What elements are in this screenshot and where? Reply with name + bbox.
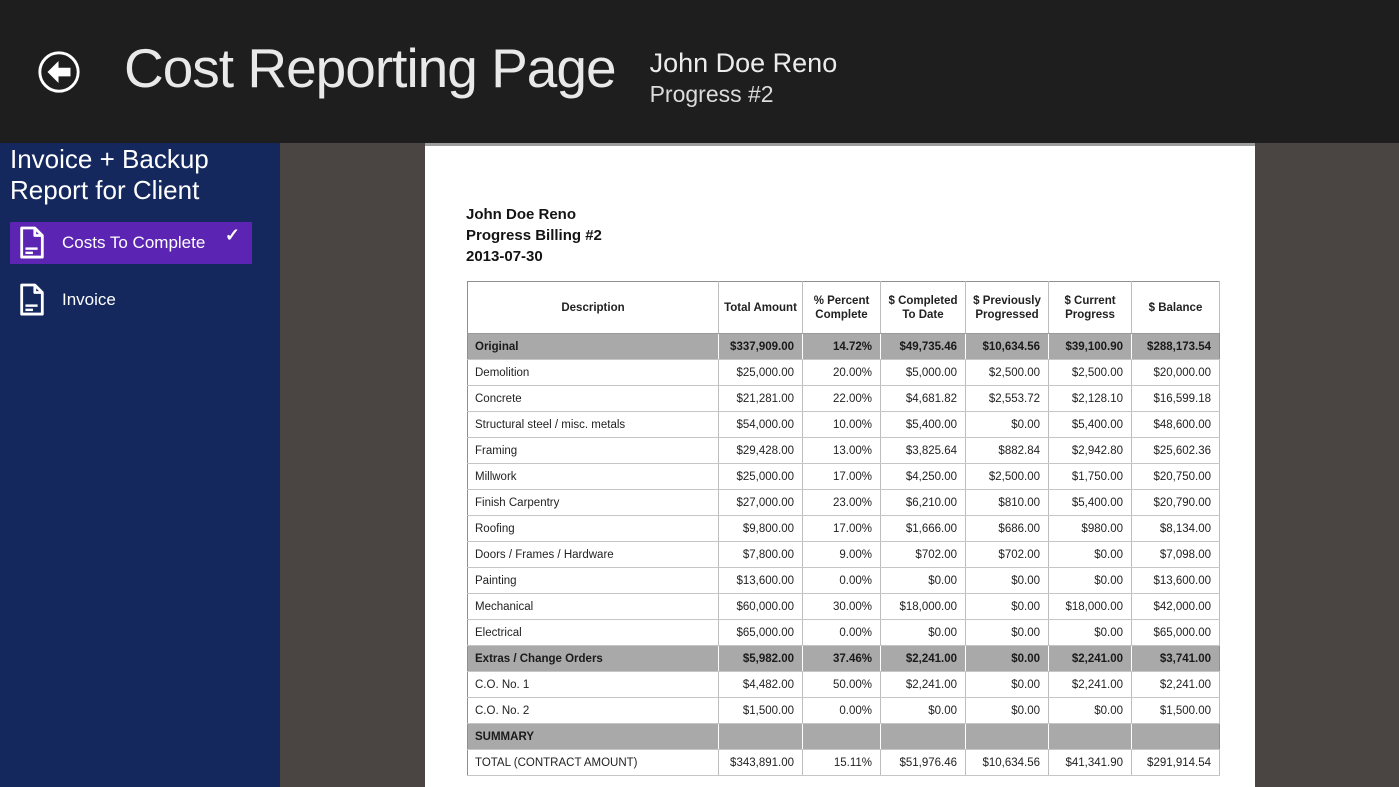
table-cell: $5,000.00 [881,360,966,386]
table-cell: 50.00% [803,672,881,698]
table-cell: $0.00 [966,412,1049,438]
table-cell: $20,790.00 [1132,490,1220,516]
client-name: John Doe Reno [649,47,838,78]
table-cell: $0.00 [966,620,1049,646]
table-cell: $2,500.00 [1049,360,1132,386]
table-cell: $291,914.54 [1132,750,1220,776]
table-cell: $686.00 [966,516,1049,542]
table-cell: $0.00 [966,646,1049,672]
table-cell: Concrete [468,386,719,412]
table-row [468,386,1220,412]
table-cell: 0.00% [803,698,881,724]
table-cell: 0.00% [803,620,881,646]
table-cell [881,724,966,750]
table-cell: 17.00% [803,516,881,542]
table-cell: $0.00 [1049,568,1132,594]
table-cell [803,724,881,750]
table-cell: C.O. No. 1 [468,672,719,698]
table-cell: Extras / Change Orders [468,646,719,672]
table-cell: $0.00 [1049,620,1132,646]
table-cell: $0.00 [881,620,966,646]
table-cell: $337,909.00 [719,334,803,360]
document-icon [17,283,47,317]
table-header-row [468,282,1220,334]
table-cell: SUMMARY [468,724,719,750]
table-row [468,568,1220,594]
table-cell: 23.00% [803,490,881,516]
table-cell [1132,724,1220,750]
table-cell: $1,666.00 [881,516,966,542]
table-cell: $41,341.90 [1049,750,1132,776]
table-cell: Structural steel / misc. metals [468,412,719,438]
table-cell: Finish Carpentry [468,490,719,516]
table-cell: $4,250.00 [881,464,966,490]
table-cell: $51,976.46 [881,750,966,776]
table-cell: $20,000.00 [1132,360,1220,386]
report-date: 2013-07-30 [466,248,543,265]
table-cell: $20,750.00 [1132,464,1220,490]
table-row [468,516,1220,542]
column-header: $ Completed To Date [881,282,966,334]
table-cell: C.O. No. 2 [468,698,719,724]
sidebar-item-label: Invoice [62,290,116,309]
table-cell: 30.00% [803,594,881,620]
billing-label: Progress #2 [649,80,774,107]
table-cell: 22.00% [803,386,881,412]
report-preview-area [280,143,1399,787]
table-cell: $702.00 [966,542,1049,568]
column-header: Description [468,282,719,334]
table-cell: 9.00% [803,542,881,568]
table-cell: 20.00% [803,360,881,386]
sidebar-item-invoice[interactable] [10,279,252,321]
sidebar-item-label: Costs To Complete [62,233,206,252]
table-cell: 15.11% [803,750,881,776]
table-row [468,412,1220,438]
table-cell: $5,982.00 [719,646,803,672]
table-cell: $60,000.00 [719,594,803,620]
column-header: Total Amount [719,282,803,334]
table-cell: $2,241.00 [1132,672,1220,698]
table-cell: Roofing [468,516,719,542]
table-cell: $42,000.00 [1132,594,1220,620]
cost-table-body [468,334,1220,776]
section-row [468,334,1220,360]
page-title: Cost Reporting Page [124,37,616,100]
app-bar [0,0,1399,143]
table-row [468,490,1220,516]
table-cell: Original [468,334,719,360]
table-cell: $882.84 [966,438,1049,464]
sidebar-item-costs-to-complete[interactable] [10,222,252,264]
table-cell: $810.00 [966,490,1049,516]
column-header: % Percent Complete [803,282,881,334]
back-button[interactable] [36,49,82,95]
report-client: John Doe Reno [466,206,577,223]
table-cell: $0.00 [966,672,1049,698]
table-cell: 14.72% [803,334,881,360]
sidebar-items [0,222,280,321]
table-cell: $65,000.00 [719,620,803,646]
table-cell: TOTAL (CONTRACT AMOUNT) [468,750,719,776]
table-cell: 37.46% [803,646,881,672]
table-cell: $4,681.82 [881,386,966,412]
table-cell: $0.00 [966,594,1049,620]
table-cell: $3,825.64 [881,438,966,464]
table-cell: $2,241.00 [881,646,966,672]
table-cell: $343,891.00 [719,750,803,776]
table-cell: 17.00% [803,464,881,490]
table-cell: $18,000.00 [1049,594,1132,620]
table-cell: $0.00 [881,698,966,724]
table-cell: Electrical [468,620,719,646]
table-cell: $7,800.00 [719,542,803,568]
table-row [468,542,1220,568]
table-cell: $5,400.00 [1049,490,1132,516]
table-cell: Millwork [468,464,719,490]
table-cell: $3,741.00 [1132,646,1220,672]
table-cell: $2,942.80 [1049,438,1132,464]
table-cell: $16,599.18 [1132,386,1220,412]
table-cell: $10,634.56 [966,750,1049,776]
table-cell: $8,134.00 [1132,516,1220,542]
sidebar [0,143,280,787]
table-cell: 0.00% [803,568,881,594]
table-row [468,620,1220,646]
table-cell: $21,281.00 [719,386,803,412]
table-cell: $2,241.00 [881,672,966,698]
table-cell: Doors / Frames / Hardware [468,542,719,568]
table-cell: $65,000.00 [1132,620,1220,646]
table-cell: Framing [468,438,719,464]
table-row [468,594,1220,620]
table-cell: $1,750.00 [1049,464,1132,490]
table-cell: $29,428.00 [719,438,803,464]
table-cell: $7,098.00 [1132,542,1220,568]
table-cell: Painting [468,568,719,594]
table-cell: $13,600.00 [719,568,803,594]
table-cell: $48,600.00 [1132,412,1220,438]
table-cell: $39,100.90 [1049,334,1132,360]
table-cell: $0.00 [966,698,1049,724]
table-cell: $2,500.00 [966,464,1049,490]
table-cell: $0.00 [1049,542,1132,568]
table-cell: $18,000.00 [881,594,966,620]
table-row [468,360,1220,386]
column-header: $ Previously Progressed [966,282,1049,334]
table-cell: Demolition [468,360,719,386]
table-cell: $2,128.10 [1049,386,1132,412]
table-row [468,698,1220,724]
arrow-left-circle-icon [36,49,82,95]
report-billing: Progress Billing #2 [466,227,602,244]
table-cell [719,724,803,750]
column-header: $ Current Progress [1049,282,1132,334]
table-cell: $25,000.00 [719,464,803,490]
table-cell: $25,000.00 [719,360,803,386]
table-cell: $5,400.00 [881,412,966,438]
costs-table [467,281,1220,776]
table-cell: $13,600.00 [1132,568,1220,594]
report-header [466,204,602,267]
table-cell: $2,241.00 [1049,672,1132,698]
section-row [468,724,1220,750]
table-cell: $2,553.72 [966,386,1049,412]
table-cell: $980.00 [1049,516,1132,542]
checkmark-icon: ✓ [224,225,240,245]
table-cell: $0.00 [881,568,966,594]
table-cell: $1,500.00 [1132,698,1220,724]
table-cell: 10.00% [803,412,881,438]
table-cell: $702.00 [881,542,966,568]
table-cell: $9,800.00 [719,516,803,542]
table-cell: $0.00 [966,568,1049,594]
table-cell: Mechanical [468,594,719,620]
table-cell: $27,000.00 [719,490,803,516]
table-cell: $5,400.00 [1049,412,1132,438]
table-cell: $10,634.56 [966,334,1049,360]
table-cell [1049,724,1132,750]
table-cell: $25,602.36 [1132,438,1220,464]
table-cell: $0.00 [1049,698,1132,724]
table-cell: $288,173.54 [1132,334,1220,360]
table-cell: $2,241.00 [1049,646,1132,672]
table-row [468,438,1220,464]
table-cell: $4,482.00 [719,672,803,698]
context-info [650,36,838,108]
report-page [425,143,1255,787]
table-row [468,464,1220,490]
document-icon [17,226,47,260]
table-cell: $1,500.00 [719,698,803,724]
table-row [468,672,1220,698]
column-header: $ Balance [1132,282,1220,334]
table-cell: $49,735.46 [881,334,966,360]
table-cell: $6,210.00 [881,490,966,516]
table-cell [966,724,1049,750]
table-cell: $2,500.00 [966,360,1049,386]
sidebar-heading: Invoice + Backup Report for Client [10,144,209,205]
table-cell: 13.00% [803,438,881,464]
section-row [468,646,1220,672]
table-cell: $54,000.00 [719,412,803,438]
table-row [468,750,1220,776]
